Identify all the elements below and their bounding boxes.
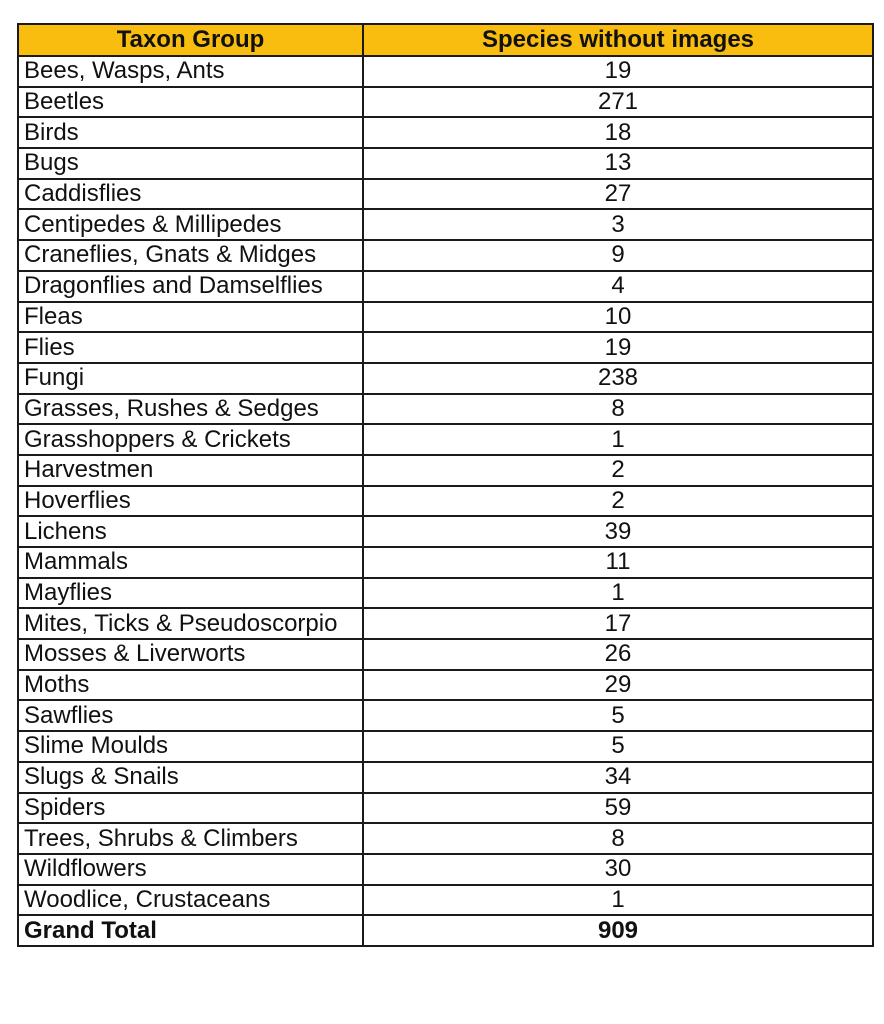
taxon-group-cell: Fleas (18, 302, 363, 333)
species-count-cell: 5 (363, 731, 873, 762)
species-count-cell: 19 (363, 56, 873, 87)
species-count-cell: 5 (363, 700, 873, 731)
taxon-group-cell: Fungi (18, 363, 363, 394)
species-count-cell: 2 (363, 486, 873, 517)
taxon-group-cell: Mosses & Liverworts (18, 639, 363, 670)
table-row (18, 148, 873, 179)
table-row (18, 240, 873, 271)
table-row (18, 731, 873, 762)
table-row (18, 793, 873, 824)
table-row (18, 117, 873, 148)
table-body (18, 56, 873, 915)
taxon-group-cell: Moths (18, 670, 363, 701)
taxon-group-cell: Slugs & Snails (18, 762, 363, 793)
table-row (18, 87, 873, 118)
taxon-group-cell: Mites, Ticks & Pseudoscorpio (18, 608, 363, 639)
species-table (17, 23, 874, 947)
species-count-cell: 39 (363, 516, 873, 547)
table-row (18, 762, 873, 793)
species-count-cell: 11 (363, 547, 873, 578)
table-row (18, 302, 873, 333)
taxon-group-cell: Woodlice, Crustaceans (18, 885, 363, 916)
table-row (18, 424, 873, 455)
taxon-group-cell: Flies (18, 332, 363, 363)
header-taxon-group: Taxon Group (18, 24, 363, 56)
table-row (18, 885, 873, 916)
table-row (18, 56, 873, 87)
taxon-group-cell: Wildflowers (18, 854, 363, 885)
table-row (18, 271, 873, 302)
species-count-cell: 17 (363, 608, 873, 639)
table-row (18, 547, 873, 578)
taxon-group-cell: Caddisflies (18, 179, 363, 210)
table-row (18, 363, 873, 394)
table-row (18, 486, 873, 517)
species-count-cell: 238 (363, 363, 873, 394)
taxon-group-cell: Lichens (18, 516, 363, 547)
table-row (18, 854, 873, 885)
species-count-cell: 34 (363, 762, 873, 793)
table-row (18, 639, 873, 670)
species-count-cell: 9 (363, 240, 873, 271)
taxon-group-cell: Centipedes & Millipedes (18, 209, 363, 240)
taxon-group-cell: Trees, Shrubs & Climbers (18, 823, 363, 854)
taxon-group-cell: Bugs (18, 148, 363, 179)
table-row (18, 209, 873, 240)
species-count-cell: 30 (363, 854, 873, 885)
grand-total-value: 909 (363, 915, 873, 946)
species-count-cell: 8 (363, 823, 873, 854)
species-count-cell: 59 (363, 793, 873, 824)
taxon-group-cell: Beetles (18, 87, 363, 118)
table-row (18, 394, 873, 425)
species-count-cell: 8 (363, 394, 873, 425)
species-count-cell: 27 (363, 179, 873, 210)
taxon-group-cell: Harvestmen (18, 455, 363, 486)
taxon-group-cell: Hoverflies (18, 486, 363, 517)
species-count-cell: 19 (363, 332, 873, 363)
species-count-cell: 1 (363, 885, 873, 916)
table-row (18, 516, 873, 547)
taxon-group-cell: Birds (18, 117, 363, 148)
taxon-group-cell: Spiders (18, 793, 363, 824)
table-row (18, 670, 873, 701)
taxon-group-cell: Grasshoppers & Crickets (18, 424, 363, 455)
table-row (18, 332, 873, 363)
table-row (18, 578, 873, 609)
taxon-group-cell: Mammals (18, 547, 363, 578)
species-count-cell: 26 (363, 639, 873, 670)
taxon-group-cell: Sawflies (18, 700, 363, 731)
species-count-cell: 29 (363, 670, 873, 701)
table-row (18, 179, 873, 210)
species-count-cell: 4 (363, 271, 873, 302)
header-row (18, 24, 873, 56)
taxon-group-cell: Craneflies, Gnats & Midges (18, 240, 363, 271)
table-row (18, 700, 873, 731)
taxon-group-cell: Bees, Wasps, Ants (18, 56, 363, 87)
species-count-cell: 271 (363, 87, 873, 118)
species-count-cell: 2 (363, 455, 873, 486)
taxon-group-cell: Grasses, Rushes & Sedges (18, 394, 363, 425)
species-count-cell: 10 (363, 302, 873, 333)
grand-total-label: Grand Total (18, 915, 363, 946)
grand-total-row (18, 915, 873, 946)
species-count-cell: 1 (363, 578, 873, 609)
table-row (18, 608, 873, 639)
taxon-group-cell: Slime Moulds (18, 731, 363, 762)
species-count-cell: 3 (363, 209, 873, 240)
species-count-cell: 13 (363, 148, 873, 179)
taxon-group-cell: Dragonflies and Damselflies (18, 271, 363, 302)
header-species-without-images: Species without images (363, 24, 873, 56)
taxon-group-cell: Mayflies (18, 578, 363, 609)
table-row (18, 823, 873, 854)
table-row (18, 455, 873, 486)
species-count-cell: 18 (363, 117, 873, 148)
species-count-cell: 1 (363, 424, 873, 455)
